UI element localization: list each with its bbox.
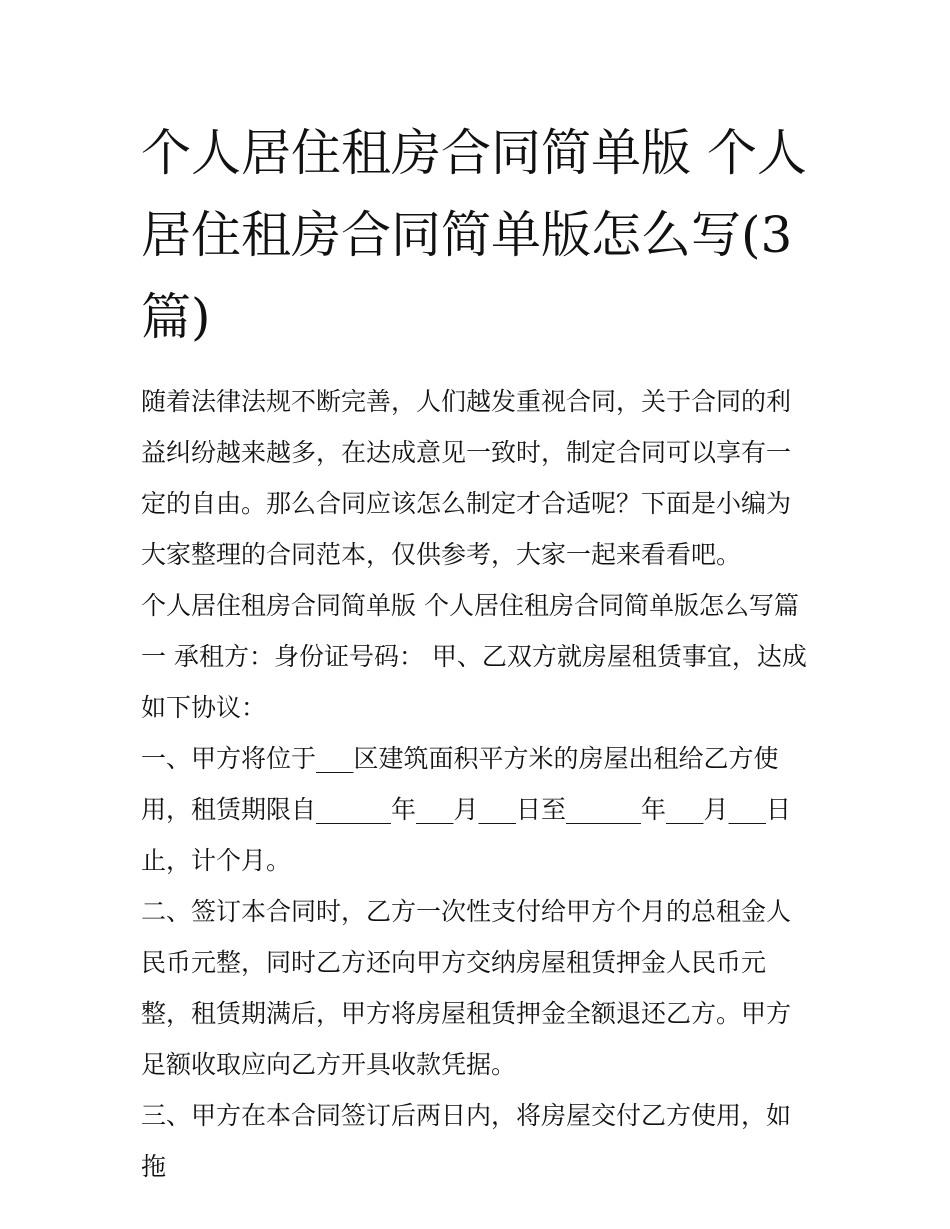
contract-heading-paragraph: 个人居住租房合同简单版 个人居住租房合同简单版怎么写篇一 承租方：身份证号码： 甲、乙双方就房屋租赁事宜，达成如下协议： <box>141 591 807 722</box>
clause-one: 一、甲方将位于___区建筑面积平方米的房屋出租给乙方使用，租赁期限自______年___月___日至______年___月___日止，计个月。 <box>141 744 792 875</box>
clause-two: 二、签订本合同时，乙方一次性支付给甲方个月的总租金人民币元整，同时乙方还向甲方交纳房屋租赁押金人民币元整，租赁期满后，甲方将房屋租赁押金全额退还乙方。甲方足额收取应向乙方开具收款凭据。 <box>141 897 792 1079</box>
document-title: 个人居住租房合同简单版 个人居住租房合同简单版怎么写(3篇) <box>141 124 807 346</box>
clause-three: 三、甲方在本合同签订后两日内，将房屋交付乙方使用，如拖 <box>141 1101 792 1181</box>
intro-paragraph: 随着法律法规不断完善，人们越发重视合同，关于合同的利益纠纷越来越多，在达成意见一致时，制定合同可以享有一定的自由。那么合同应该怎么制定才合适呢？下面是小编为大家整理的合同范本，仅供参考，大家一起来看看吧。 <box>141 387 792 569</box>
